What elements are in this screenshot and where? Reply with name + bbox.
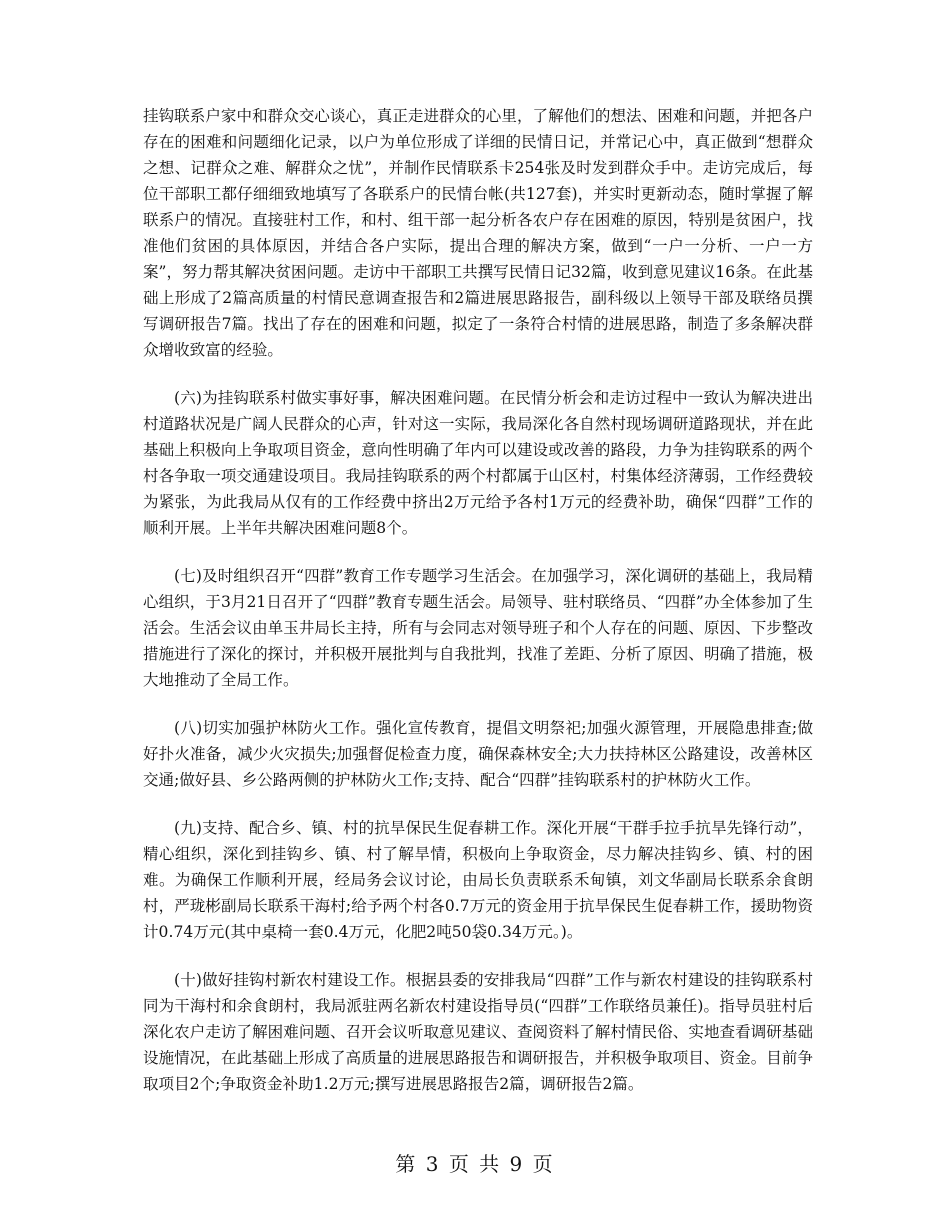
- paragraph-continuation: 挂钩联系户家中和群众交心谈心，真正走进群众的心里，了解他们的想法、困难和问题，并把各户存在的困难和问题细化记录，以户为单位形成了详细的民情日记，并常记心中，真正做到“想群众之想、记群众之难、解群众之忧”，并制作民情联系卡254张及时发到群众手中。走访完成后，每位干部职工都仔细细致地填写了各联系户的民情台帐(共127套)，并实时更新动态，随时掌握了解联系户的情况。直接驻村工作，和村、组干部一起分析各农户存在困难的原因，特别是贫困户，找准他们贫困的具体原因，并结合各户实际，提出合理的解决方案，做到“一户一分析、一户一方案”，努力帮其解决贫困问题。走访中干部职工共撰写民情日记32篇，收到意见建议16条。在此基础上形成了2篇高质量的村情民意调查报告和2篇进展思路报告，副科级以上领导干部及联络员撰写调研报告7篇。找出了存在的困难和问题，拟定了一条符合村情的进展思路，制造了多条解决群众增收致富的经验。: [143, 107, 813, 359]
- paragraph-section-9: (九)支持、配合乡、镇、村的抗旱保民生促春耕工作。深化开展“干群手拉手抗旱先锋行动”，精心组织，深化到挂钩乡、镇、村了解旱情，积极向上争取资金，尽力解决挂钩乡、镇、村的困难。为确保工作顺利开展，经局务会议讨论，由局长负责联系禾甸镇，刘文华副局长联系余食朗村，严珑彬副局长联系干海村;给予两个村各0.7万元的资金用于抗旱保民生促春耕工作，援助物资计0.74万元(其中桌椅一套0.4万元，化肥2吨50袋0.34万元。)。: [143, 819, 813, 941]
- document-body: [143, 103, 813, 1119]
- paragraph-section-6: (六)为挂钩联系村做实事好事，解决困难问题。在民情分析会和走访过程中一致认为解决进出村道路状况是广阔人民群众的心声，针对这一实际，我局深化各自然村现场调研道路现状，并在此基础上积极向上争取项目资金，意向性明确了年内可以建设或改善的路段，力争为挂钩联系的两个村各争取一项交通建设项目。我局挂钩联系的两个村都属于山区村，村集体经济薄弱，工作经费较为紧张，为此我局从仅有的工作经费中挤出2万元给予各村1万元的经费补助，确保“四群”工作的顺利开展。上半年共解决困难问题8个。: [143, 389, 813, 537]
- paragraph-section-8: (八)切实加强护林防火工作。强化宣传教育，提倡文明祭祀;加强火源管理，开展隐患排查;做好扑火准备，减少火灾损失;加强督促检查力度，确保森林安全;大力扶持林区公路建设，改善林区交通;做好县、乡公路两侧的护林防火工作;支持、配合“四群”挂钩联系村的护林防火工作。: [143, 719, 813, 789]
- paragraph-section-7: (七)及时组织召开“四群”教育工作专题学习生活会。在加强学习，深化调研的基础上，我局精心组织，于3月21日召开了“四群”教育专题生活会。局领导、驻村联络员、“四群”办全体参加了生活会。生活会议由单玉井局长主持，所有与会同志对领导班子和个人存在的问题、原因、下步整改措施进行了深化的探讨，并积极开展批判与自我批判，找准了差距、分析了原因、明确了措施，极大地推动了全局工作。: [143, 567, 813, 689]
- page-number-footer: 第 3 页 共 9 页: [395, 1152, 555, 1176]
- paragraph-section-10: (十)做好挂钩村新农村建设工作。根据县委的安排我局“四群”工作与新农村建设的挂钩联系村同为干海村和余食朗村，我局派驻两名新农村建设指导员(“四群”工作联络员兼任)。指导员驻村后深化农户走访了解困难问题、召开会议听取意见建议、查阅资料了解村情民俗、实地查看调研基础设施情况，在此基础上形成了高质量的进展思路报告和调研报告，并积极争取项目、资金。目前争取项目2个;争取资金补助1.2万元;撰写进展思路报告2篇，调研报告2篇。: [143, 971, 813, 1093]
